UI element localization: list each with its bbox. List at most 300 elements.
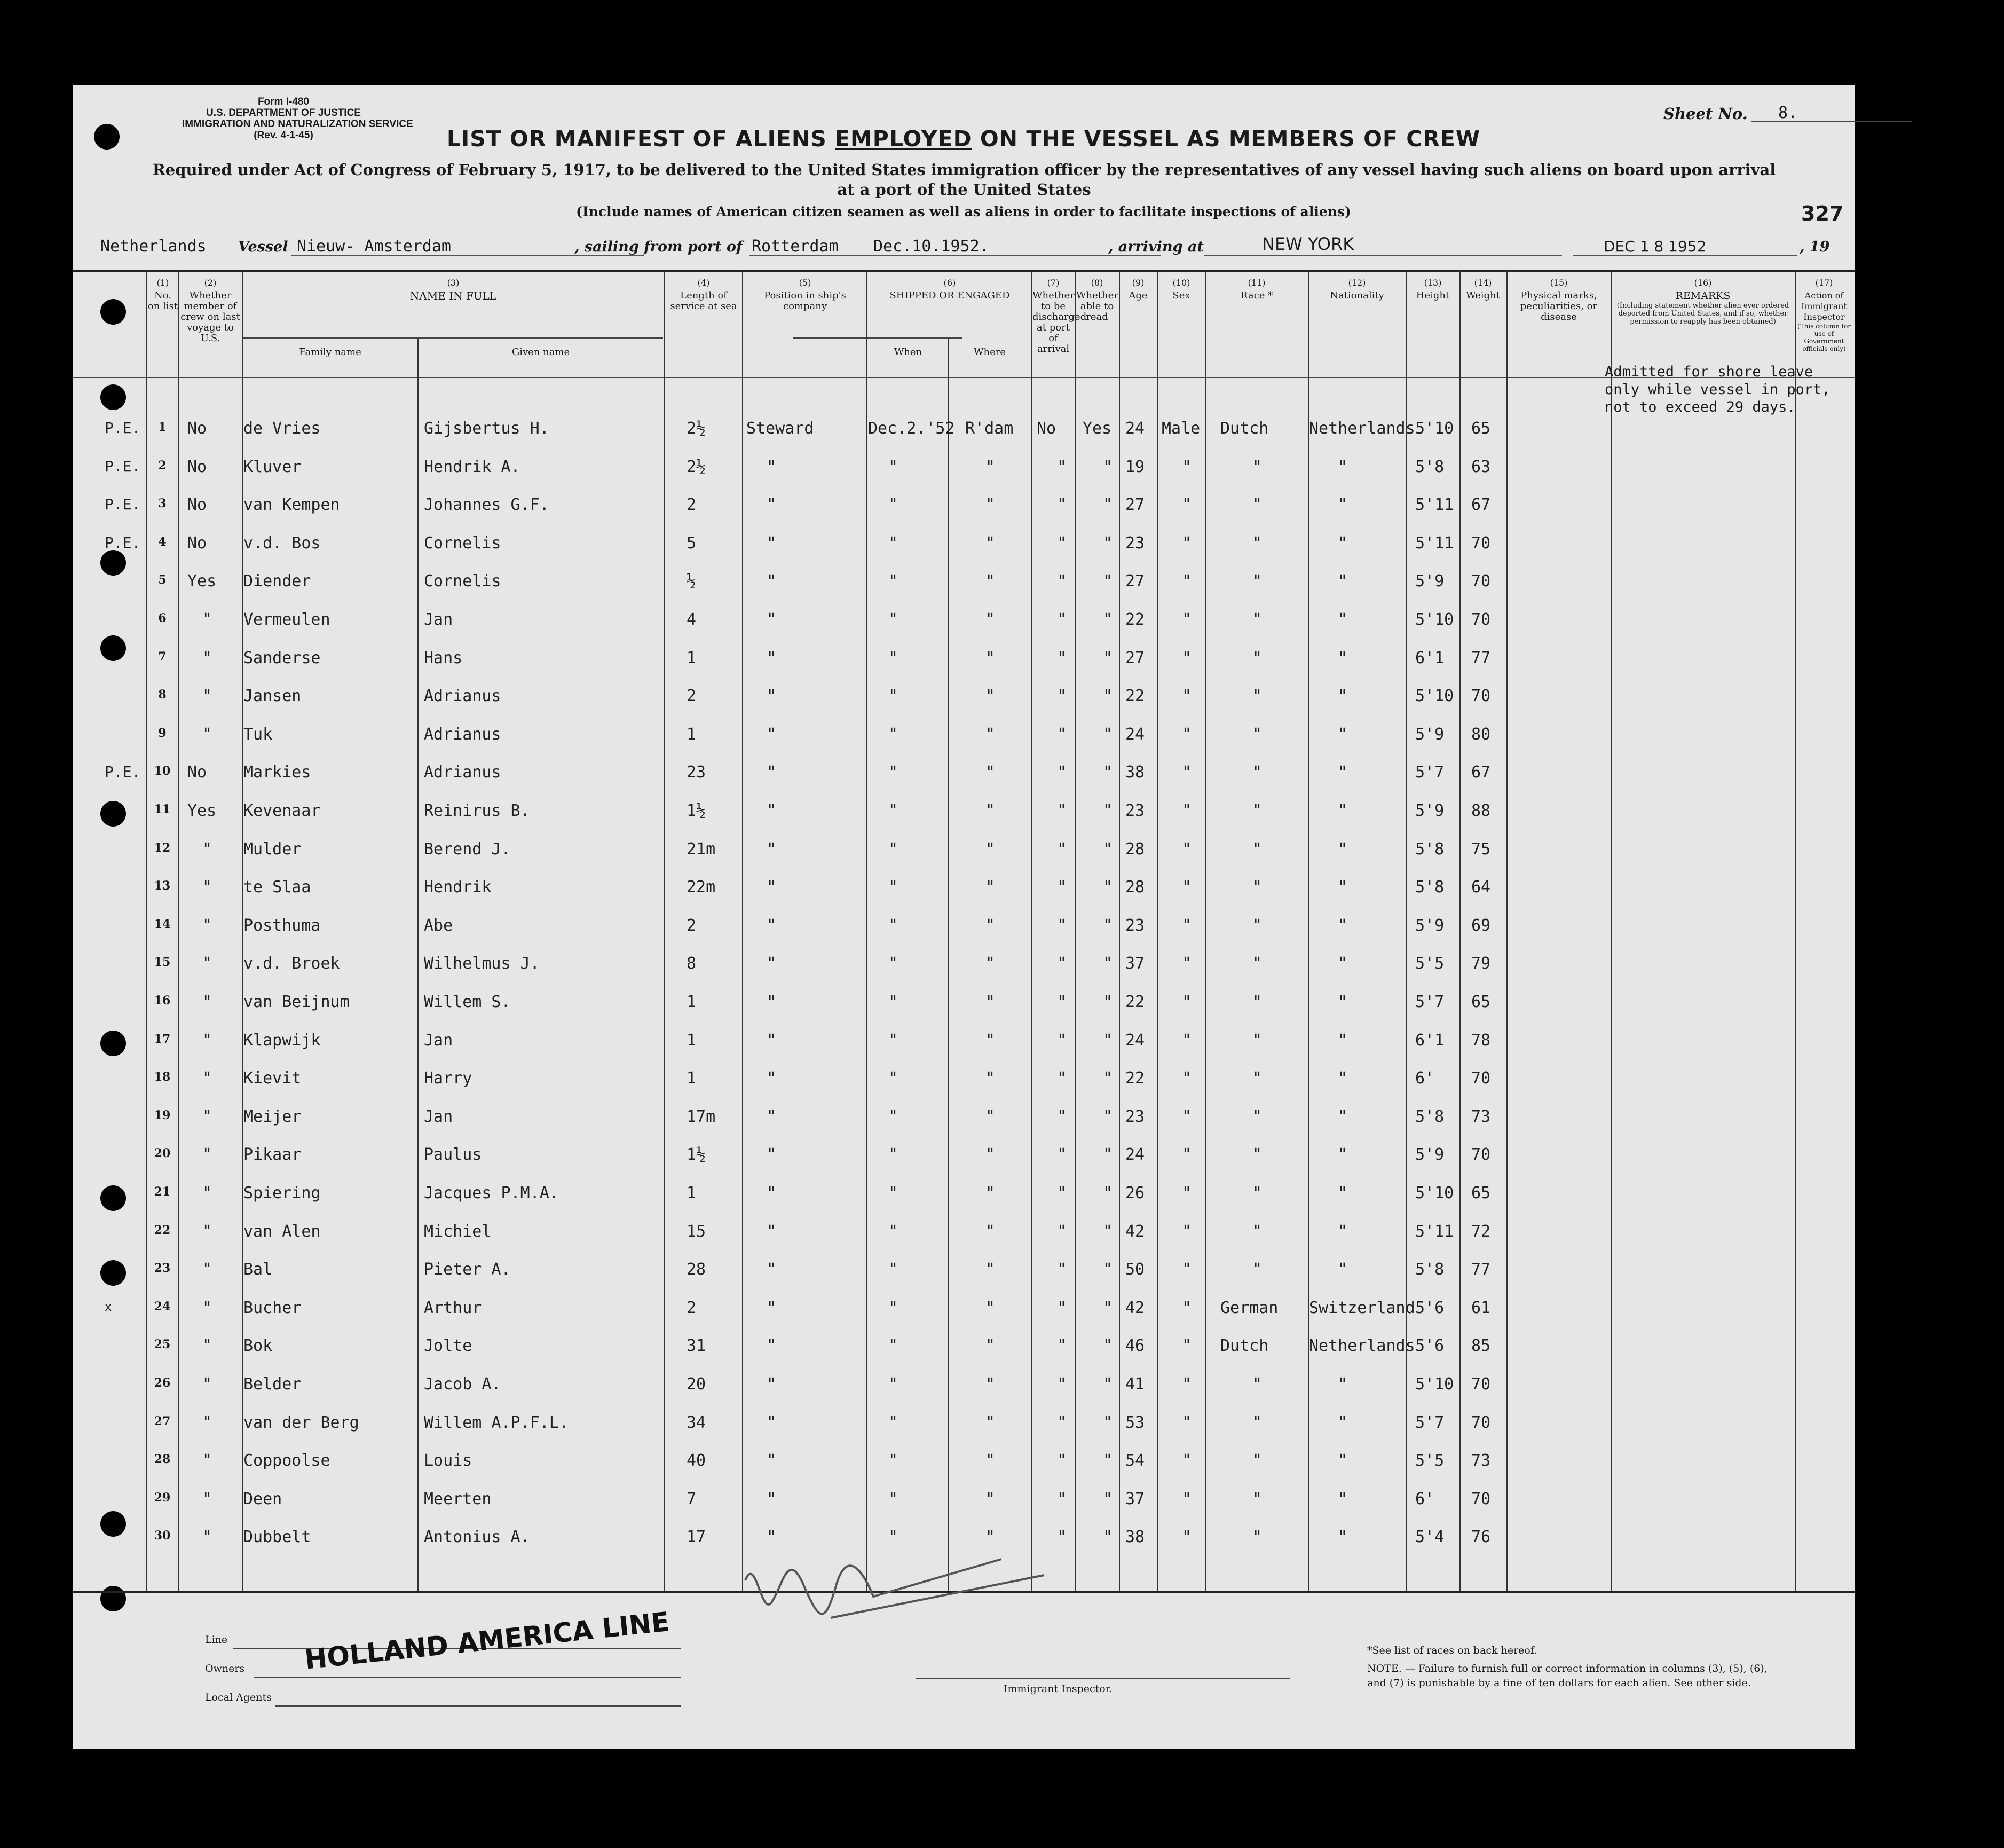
nationality-cell: " [1338,916,1348,935]
sex-cell: " [1182,839,1192,859]
service-cell: 1 [687,1184,697,1202]
header-where: Where [973,347,1006,358]
weight-cell: 85 [1471,1336,1491,1356]
weight-cell: 65 [1471,1184,1491,1202]
sex-cell: " [1182,878,1192,897]
family-name-cell: Bal [243,1260,273,1279]
age-cell: 24 [1125,1031,1145,1050]
able-to-read-cell: " [1103,1528,1113,1547]
column-divider [1406,271,1407,1591]
last-voyage-cell: " [202,1375,212,1394]
shipped-when-cell: " [888,916,898,935]
given-name-cell: Cornelis [424,533,501,553]
able-to-read-cell: " [1103,916,1113,935]
family-name-cell: v.d. Broek [243,954,340,973]
height-cell: 5'8 [1415,1260,1445,1279]
age-cell: 22 [1125,687,1145,706]
family-name-cell: Klapwijk [243,1031,321,1050]
able-to-read-cell: " [1103,954,1113,973]
able-to-read-cell: " [1103,1107,1113,1126]
last-voyage-cell: " [202,1298,212,1317]
shipped-when-cell: " [888,457,898,476]
row-number: 30 [154,1529,171,1543]
shipped-when-cell: " [888,1260,898,1279]
shipped-where-cell: " [985,801,996,820]
weight-cell: 67 [1471,763,1491,782]
able-to-read-cell: " [1103,725,1113,744]
nationality-cell: " [1338,572,1348,591]
position-cell: " [767,1375,777,1394]
family-name-cell: Pikaar [243,1145,302,1165]
family-name-cell: van der Berg [243,1413,359,1432]
family-name-cell: te Slaa [243,878,311,897]
able-to-read-cell: " [1103,1184,1113,1202]
given-name-cell: Willem S. [424,993,511,1011]
age-cell: 23 [1125,801,1145,820]
row-number: 16 [154,994,171,1008]
family-name-cell: Diender [243,572,311,591]
weight-cell: 72 [1471,1222,1491,1241]
position-cell: " [767,954,777,973]
able-to-read-cell: " [1103,1375,1113,1394]
height-cell: 5'7 [1415,993,1445,1011]
subtitle-note: (Include names of American citizen seamen as well as aliens in order to facilitate inspections of aliens) [576,204,1351,219]
height-cell: 5'11 [1415,496,1454,515]
age-cell: 37 [1125,954,1145,973]
given-name-cell: Adrianus [424,725,501,744]
able-to-read-cell: " [1103,1145,1113,1165]
header-physical-marks: (15) Physical marks, peculiarities, or disease [1520,278,1598,323]
able-to-read-cell: " [1103,687,1113,706]
position-cell: " [767,878,777,897]
discharged-cell: " [1057,916,1067,935]
shipped-where-cell: " [985,763,996,782]
penalty-note: NOTE. — Failure to furnish full or correct information in columns (3), (5), (6), and (7) is punishable by a fine of ten dollars for each alien. See other side. [1367,1663,1768,1689]
height-cell: 5'9 [1415,916,1445,935]
last-voyage-cell: " [202,687,212,706]
sex-cell: " [1182,1336,1192,1356]
position-cell: " [767,1145,777,1165]
header-inspector-action: (17) Action of Immigrant Inspector (This column for use of Government officials only) [1797,278,1851,352]
last-voyage-cell: " [202,1031,212,1050]
weight-cell: 75 [1471,839,1491,859]
row-number: 21 [154,1185,171,1199]
race-cell: " [1252,533,1263,553]
height-cell: 5'7 [1415,763,1445,782]
last-voyage-cell: " [202,916,212,935]
shipped-subheader-line [793,337,962,339]
family-name-cell: de Vries [243,419,321,438]
family-name-cell: Markies [243,763,311,782]
given-name-cell: Jolte [424,1336,472,1356]
weight-cell: 70 [1471,572,1491,591]
discharged-cell: " [1057,1222,1067,1241]
discharged-cell: " [1057,687,1067,706]
shipped-when-cell: " [888,572,898,591]
discharged-cell: " [1057,1451,1067,1470]
able-to-read-cell: " [1103,993,1113,1011]
position-cell: " [767,496,777,515]
sheet-label: Sheet No. [1663,105,1748,123]
arriving-label: , arriving at [1108,239,1204,255]
able-to-read-cell: " [1103,648,1113,667]
height-cell: 5'10 [1415,610,1454,629]
last-voyage-cell: No [187,419,207,438]
able-to-read-cell: " [1103,1260,1113,1279]
footer-owners-label: Owners [205,1663,245,1674]
column-divider [1157,271,1158,1591]
height-cell: 5'5 [1415,1451,1445,1470]
discharged-cell: " [1057,610,1067,629]
height-cell: 5'6 [1415,1336,1445,1356]
sex-cell: " [1182,1375,1192,1394]
shipped-when-cell: " [888,1184,898,1202]
shipped-when-cell: " [888,533,898,553]
vessel-label: Vessel [238,239,288,255]
date-underline [1573,255,1797,256]
last-voyage-cell: " [202,1336,212,1356]
race-cell: " [1252,610,1263,629]
discharged-cell: " [1057,1184,1067,1202]
race-cell: Dutch [1220,1336,1269,1356]
height-cell: 5'9 [1415,725,1445,744]
service-cell: 2 [687,496,697,515]
race-cell: " [1252,648,1263,667]
discharged-cell: " [1057,1145,1067,1165]
given-name-cell: Michiel [424,1222,492,1241]
arrival-date: DEC 1 8 1952 [1604,238,1707,255]
family-name-cell: Tuk [243,725,273,744]
column-divider [178,271,179,1591]
vessel-flag: Netherlands [100,237,207,256]
nationality-cell: " [1338,1107,1348,1126]
discharged-cell: " [1057,801,1067,820]
nationality-cell: " [1338,1184,1348,1202]
last-voyage-cell: " [202,839,212,859]
column-divider [1205,271,1206,1591]
form-service: IMMIGRATION AND NATURALIZATION SERVICE [182,119,413,130]
row-number: 9 [158,726,167,740]
column-divider [1795,271,1796,1591]
last-voyage-cell: No [187,457,207,476]
service-cell: 40 [687,1451,706,1470]
race-cell: " [1252,1184,1263,1202]
position-cell: " [767,1260,777,1279]
agents-underline [275,1705,681,1707]
column-divider [1506,271,1508,1591]
shipped-when-cell: " [888,763,898,782]
service-cell: 1 [687,1031,697,1050]
shipped-when-cell: " [888,496,898,515]
column-divider [742,271,743,1591]
given-name-cell: Willem A.P.F.L. [424,1413,569,1432]
nationality-cell: " [1338,496,1348,515]
footer-agents-label: Local Agents [205,1692,272,1703]
family-name-cell: v.d. Bos [243,533,321,553]
discharged-cell: " [1057,496,1067,515]
name-subheader-line [242,337,663,339]
sex-cell: " [1182,572,1192,591]
row-number: 5 [158,573,167,587]
shipped-when-cell: " [888,1451,898,1470]
row-number: 1 [158,420,167,434]
position-cell: " [767,801,777,820]
position-cell: " [767,916,777,935]
last-voyage-cell: " [202,1413,212,1432]
family-name-cell: Sanderse [243,648,321,667]
race-cell: " [1252,1031,1263,1050]
height-cell: 6'1 [1415,648,1445,667]
last-voyage-cell: No [187,533,207,553]
given-name-cell: Meerten [424,1489,492,1508]
row-number: 27 [154,1414,171,1428]
age-cell: 27 [1125,496,1145,515]
given-name-cell: Arthur [424,1298,482,1317]
weight-cell: 77 [1471,1260,1491,1279]
race-cell: Dutch [1220,419,1269,438]
age-cell: 23 [1125,533,1145,553]
discharged-cell: " [1057,1031,1067,1050]
shipped-when-cell: " [888,648,898,667]
family-name-cell: Posthuma [243,916,321,935]
sex-cell: " [1182,801,1192,820]
given-name-cell: Berend J. [424,839,511,859]
subtitle: Required under Act of Congress of February 5, 1917, to be delivered to the United States immigration officer by the representatives of any vessel having such aliens on board upon arrival at a port of the United States [152,161,1776,199]
weight-cell: 78 [1471,1031,1491,1050]
weight-cell: 70 [1471,1069,1491,1088]
column-divider [1075,271,1076,1591]
header-sex: (10) Sex [1172,278,1190,301]
service-cell: 22m [687,878,716,897]
shipped-where-cell: " [985,839,996,859]
family-name-cell: van Alen [243,1222,321,1241]
row-number: 3 [158,497,167,511]
sex-cell: " [1182,1222,1192,1241]
inspector-label: Immigrant Inspector. [1004,1683,1113,1695]
last-voyage-cell: " [202,1528,212,1547]
row-number: 12 [154,840,171,855]
row-number: 28 [154,1452,171,1467]
service-cell: 23 [687,763,706,782]
race-cell: " [1252,1375,1263,1394]
weight-cell: 64 [1471,878,1491,897]
weight-cell: 67 [1471,496,1491,515]
sex-cell: " [1182,1298,1192,1317]
age-cell: 41 [1125,1375,1145,1394]
race-cell: " [1252,725,1263,744]
table-top-border [73,270,1855,272]
able-to-read-cell: " [1103,839,1113,859]
nationality-cell: " [1338,1145,1348,1165]
nationality-cell: " [1338,801,1348,820]
nationality-cell: " [1338,763,1348,782]
height-cell: 5'10 [1415,1375,1454,1394]
given-name-cell: Jan [424,1107,453,1126]
header-height: (13) Height [1416,278,1450,301]
able-to-read-cell: " [1103,1069,1113,1088]
service-cell: 1½ [687,1145,706,1165]
discharged-cell: " [1057,1528,1067,1547]
shipped-when-cell: " [888,993,898,1011]
given-name-cell: Jacob A. [424,1375,501,1394]
shipped-where-cell: " [985,1107,996,1126]
position-cell: " [767,763,777,782]
row-number: 29 [154,1490,171,1505]
position-cell: " [767,533,777,553]
sheet-underline [1751,121,1912,122]
shipped-when-cell: " [888,725,898,744]
service-cell: 34 [687,1413,706,1432]
nationality-cell: " [1338,1260,1348,1279]
last-voyage-cell: " [202,610,212,629]
row-number: 10 [154,764,171,778]
age-cell: 46 [1125,1336,1145,1356]
height-cell: 5'6 [1415,1298,1445,1317]
header-no: (1) No. on list [147,278,178,312]
last-voyage-cell: Yes [187,572,217,591]
sex-cell: " [1182,648,1192,667]
shipped-where-cell: " [985,533,996,553]
shipped-where-cell: " [985,916,996,935]
header-last-voyage: (2) Whether member of crew on last voyage to U.S. [180,278,240,344]
service-cell: 1 [687,1069,697,1088]
shipped-where-cell: " [985,1145,996,1165]
discharged-cell: " [1057,457,1067,476]
sex-cell: " [1182,954,1192,973]
sheet-number: 8. [1778,104,1798,122]
given-name-cell: Louis [424,1451,472,1470]
service-cell: 1½ [687,801,706,820]
last-voyage-cell: " [202,1451,212,1470]
weight-cell: 69 [1471,916,1491,935]
shipped-when-cell: " [888,687,898,706]
weight-cell: 80 [1471,725,1491,744]
given-name-cell: Adrianus [424,763,501,782]
shipped-when-cell: " [888,954,898,973]
service-cell: 5 [687,533,697,553]
nationality-cell: " [1338,1222,1348,1241]
header-weight: (14) Weight [1466,278,1500,301]
last-voyage-cell: " [202,954,212,973]
given-name-cell: Reinirus B. [424,801,530,820]
race-cell: " [1252,457,1263,476]
service-cell: 17m [687,1107,716,1126]
height-cell: 6'1 [1415,1031,1445,1050]
weight-cell: 70 [1471,1489,1491,1508]
pe-mark: P.E. [105,763,141,781]
nationality-cell: " [1338,954,1348,973]
height-cell: 5'9 [1415,801,1445,820]
given-name-cell: Jan [424,610,453,629]
nationality-cell: " [1338,1413,1348,1432]
shipped-when-cell: " [888,1375,898,1394]
header-bottom-border [73,377,1855,378]
age-cell: 22 [1125,610,1145,629]
shipped-when-cell: " [888,1145,898,1165]
header-when: When [894,347,922,358]
row-number: 4 [158,534,167,549]
row-number: 26 [154,1376,171,1390]
service-cell: 2 [687,1298,697,1317]
column-divider [417,339,419,1591]
last-voyage-cell: " [202,1222,212,1241]
race-cell: " [1252,878,1263,897]
shipped-where-cell: " [985,1222,996,1241]
vessel-name: Nieuw- Amsterdam [297,237,451,256]
discharged-cell: " [1057,1298,1067,1317]
last-voyage-cell: Yes [187,801,217,820]
discharged-cell: " [1057,1069,1067,1088]
arrival-underline [1204,255,1562,256]
nationality-cell: " [1338,610,1348,629]
position-cell: " [767,648,777,667]
family-name-cell: van Kempen [243,496,340,515]
age-cell: 38 [1125,1528,1145,1547]
row-number: 19 [154,1108,171,1122]
nationality-cell: " [1338,1489,1348,1508]
punch-hole-icon [100,1185,126,1211]
position-cell: " [767,1489,777,1508]
discharged-cell: " [1057,763,1067,782]
nationality-cell: " [1338,725,1348,744]
shipped-where-cell: " [985,1489,996,1508]
row-number: 20 [154,1146,171,1161]
shipped-when-cell: " [888,1489,898,1508]
last-voyage-cell: No [187,496,207,515]
shipped-when-cell: " [888,1107,898,1126]
shipped-when-cell: " [888,839,898,859]
weight-cell: 79 [1471,954,1491,973]
nationality-cell: " [1338,533,1348,553]
family-name-cell: Meijer [243,1107,302,1126]
age-cell: 42 [1125,1298,1145,1317]
position-cell: " [767,610,777,629]
race-cell: " [1252,763,1263,782]
position-cell: " [767,1184,777,1202]
service-cell: 2½ [687,419,706,438]
header-service: (4) Length of service at sea [670,278,737,312]
shipped-where-cell: " [985,1451,996,1470]
service-cell: 20 [687,1375,706,1394]
nationality-cell: " [1338,457,1348,476]
column-divider [1031,271,1032,1591]
age-cell: 27 [1125,648,1145,667]
sex-cell: " [1182,457,1192,476]
able-to-read-cell: " [1103,1451,1113,1470]
race-cell: " [1252,1489,1263,1508]
sex-cell: " [1182,763,1192,782]
family-name-cell: Kevenaar [243,801,321,820]
sex-cell: " [1182,1451,1192,1470]
weight-cell: 70 [1471,610,1491,629]
shipped-when-cell: " [888,1413,898,1432]
race-cell: " [1252,496,1263,515]
sex-cell: " [1182,687,1192,706]
discharged-cell: " [1057,648,1067,667]
holland-america-stamp: HOLLAND AMERICA LINE [303,1606,671,1676]
weight-cell: 65 [1471,419,1491,438]
punch-hole-icon [100,384,126,410]
arrival-port: NEW YORK [1262,234,1354,254]
sex-cell: " [1182,610,1192,629]
height-cell: 5'8 [1415,457,1445,476]
height-cell: 5'11 [1415,533,1454,553]
given-name-cell: Paulus [424,1145,482,1165]
weight-cell: 70 [1471,1145,1491,1165]
family-name-cell: Jansen [243,687,302,706]
pe-mark: P.E. [105,419,141,437]
page-title: LIST OR MANIFEST OF ALIENS EMPLOYED ON THE VESSEL AS MEMBERS OF CREW [446,126,1481,152]
